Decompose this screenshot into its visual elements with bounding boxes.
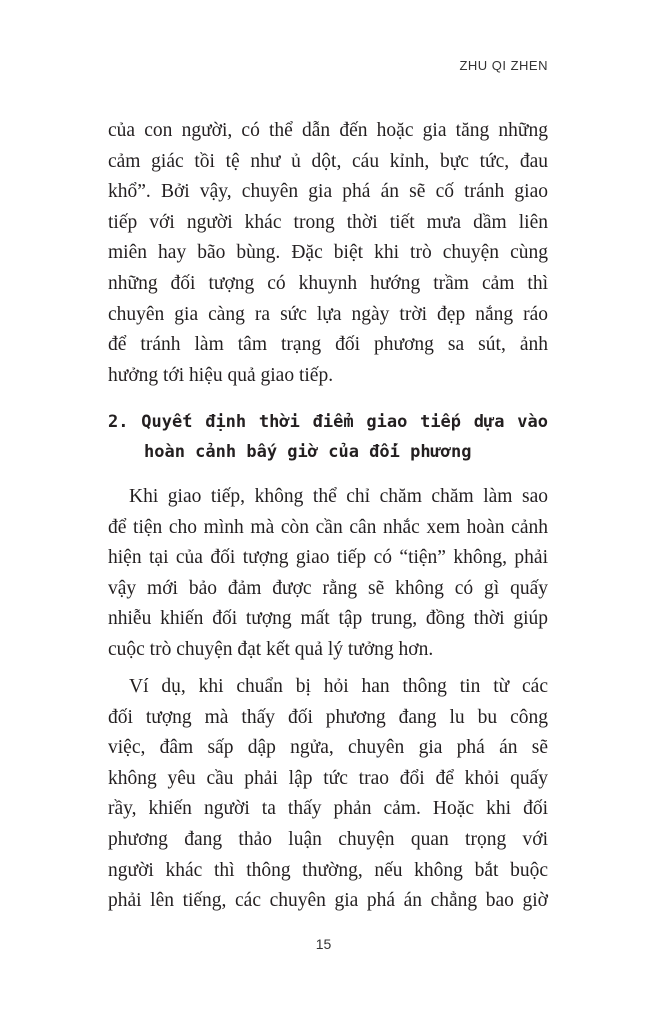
text-line: cảm giác tồi tệ như ủ dột, cáu kỉnh, bực tức, đau — [108, 150, 548, 172]
text-line: hưởng tới hiệu quả giao tiếp. — [108, 364, 334, 386]
running-header: ZHU QI ZHEN — [459, 58, 548, 73]
text-line: khổ”. Bởi vậy, chuyên gia phá án sẽ cố tránh giao — [108, 181, 548, 203]
text-line: miên hay bão bùng. Đặc biệt khi trò chuyện cùng — [108, 242, 548, 264]
heading-line: 2. Quyết định thời điểm giao tiếp dựa vào — [108, 412, 548, 432]
text-line: phương đang thảo luận chuyện quan trọng với — [108, 828, 548, 850]
text-line: của con người, có thể dẫn đến hoặc gia tăng những — [108, 120, 548, 141]
text-line: những đối tượng có khuynh hướng trầm cảm thì — [108, 272, 548, 294]
text-line: để tiện cho mình mà còn cần cân nhắc xem hoàn cảnh — [108, 516, 548, 538]
text-line: Khi giao tiếp, không thể chỉ chăm chăm làm sao — [129, 486, 548, 507]
text-line: vậy mới bảo đảm được rằng sẽ không có gì quấy — [108, 577, 548, 599]
paragraph-3 — [108, 672, 548, 917]
heading-line: hoàn cảnh bấy giờ của đối phương — [144, 442, 472, 462]
text-line: tiếp với người khác trong thời tiết mưa dầm liên — [108, 211, 548, 233]
text-line: phải lên tiếng, các chuyên gia phá án chẳng bao giờ — [108, 890, 548, 912]
text-line: rầy, khiến người ta thấy phản cảm. Hoặc khi đối — [108, 798, 548, 820]
paragraph-1 — [108, 116, 548, 391]
text-line: không yêu cầu phải lập tức trao đổi để khỏi quấy — [108, 767, 548, 789]
section-heading — [108, 407, 548, 467]
text-line: để tránh làm tâm trạng đối phương sa sút, ảnh — [108, 334, 548, 356]
text-line: chuyên gia càng ra sức lựa ngày trời đẹp nắng ráo — [108, 303, 548, 325]
page-number: 15 — [315, 936, 332, 952]
text-line: Ví dụ, khi chuẩn bị hỏi han thông tin từ các — [129, 676, 548, 697]
paragraph-2 — [108, 482, 548, 666]
text-line: hiện tại của đối tượng giao tiếp có “tiện” không, phải — [108, 547, 548, 569]
text-line: cuộc trò chuyện đạt kết quả lý tưởng hơn. — [108, 638, 434, 660]
text-line: người khác thì thông thường, nếu không bắt buộc — [108, 859, 548, 881]
text-line: đối tượng mà thấy đối phương đang lu bu công — [108, 706, 548, 728]
text-line: việc, đâm sấp dập ngửa, chuyên gia phá án sẽ — [108, 737, 548, 759]
text-line: nhiễu khiến đối tượng mất tập trung, đồng thời giúp — [108, 608, 548, 630]
